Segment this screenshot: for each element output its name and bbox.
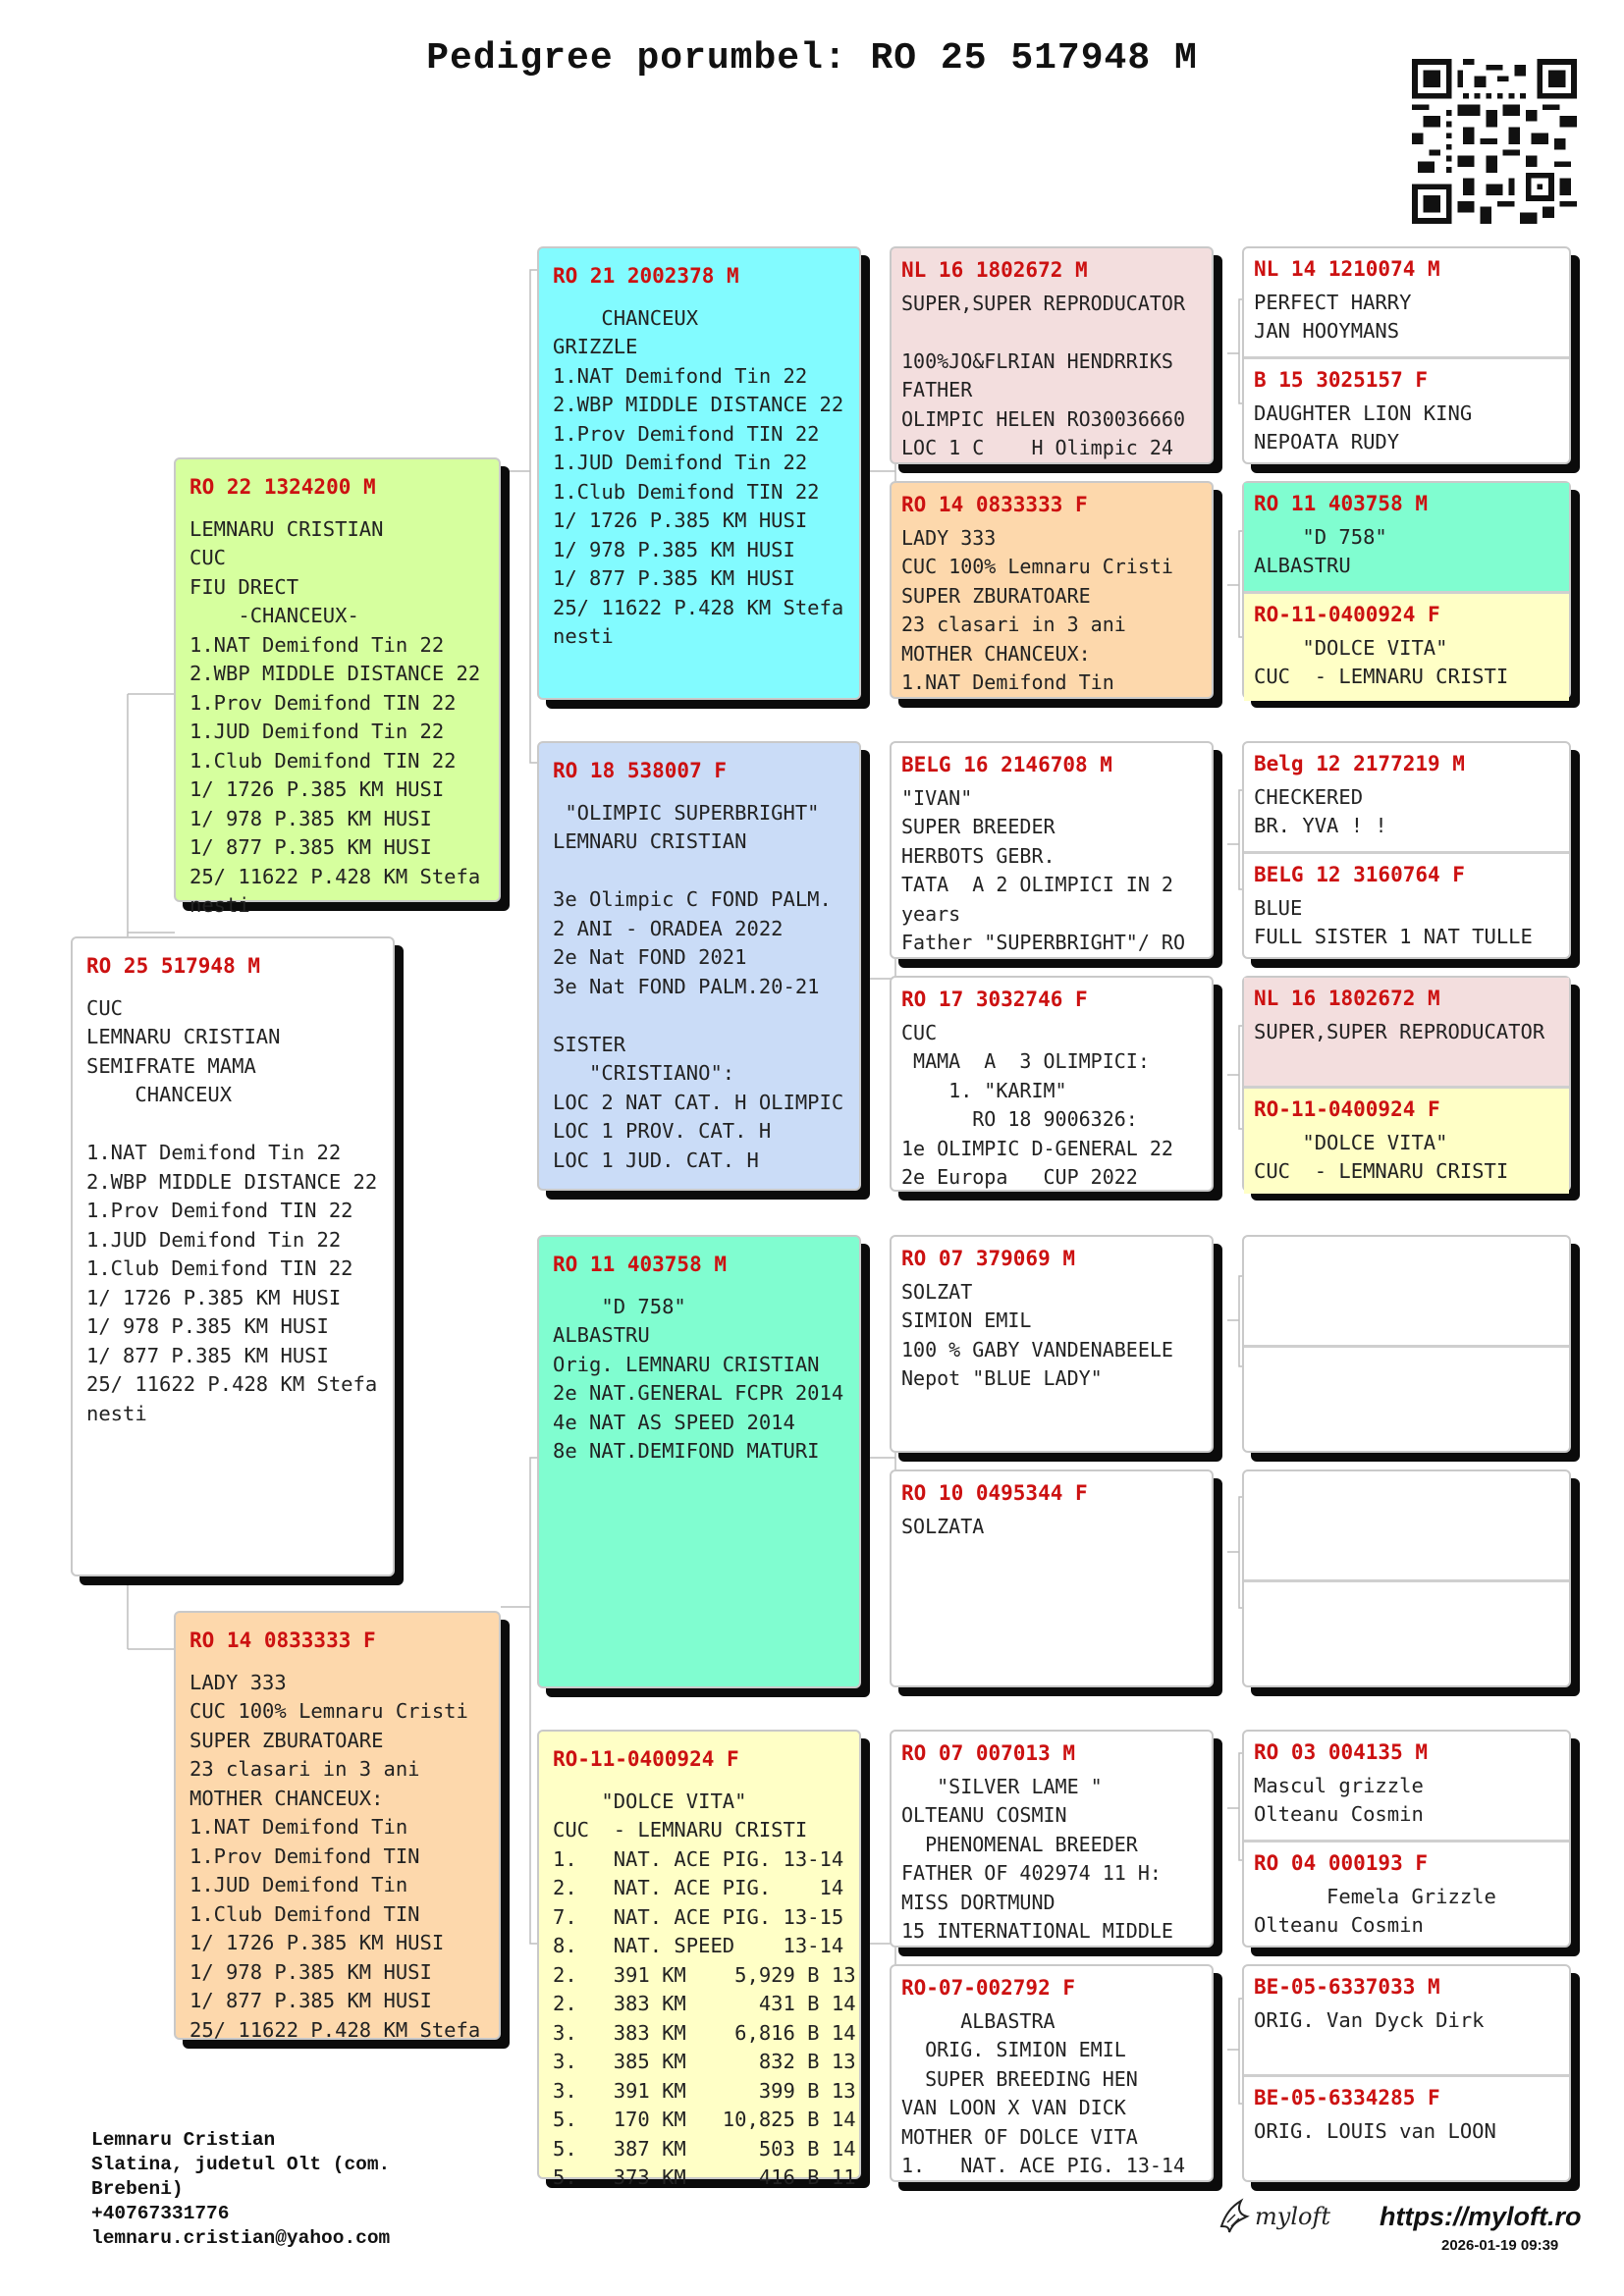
granddam-paternal-card[interactable] bbox=[537, 741, 861, 1191]
pigeon-notes: "DOLCE VITA" CUC - LEMNARU CRISTI bbox=[1254, 635, 1509, 688]
brand-name: myloft bbox=[1255, 2203, 1330, 2230]
gen4-pair-5-empty[interactable] bbox=[1242, 1235, 1571, 1453]
ring-number: B 15 3025157 F bbox=[1254, 368, 1429, 392]
pigeon-notes: "IVAN" SUPER BREEDER HERBOTS GEBR. TATA A 2 OLIMPICI IN 2 years Father "SUPERBRIGHT"/ RO bbox=[901, 785, 1185, 954]
ring-number: BELG 12 3160764 F bbox=[1254, 863, 1465, 886]
ring-number: RO-11-0400924 F bbox=[1254, 603, 1440, 626]
pigeon-notes: "D 758" ALBASTRU bbox=[1254, 524, 1387, 577]
gen4-pair-3[interactable] bbox=[1242, 741, 1571, 959]
ring-number: RO 18 538007 F bbox=[553, 759, 728, 782]
pigeon-notes: "D 758" ALBASTRU Orig. LEMNARU CRISTIAN 2e NAT.GENERAL FCPR 2014 4e NAT AS SPEED 2014 8e NAT.DEMIFOND MATURI bbox=[553, 1294, 844, 1463]
pigeon-notes: DAUGHTER LION KING NEPOATA RUDY bbox=[1254, 400, 1473, 454]
ring-number: BELG 16 2146708 M bbox=[901, 753, 1112, 776]
ring-number: RO-11-0400924 F bbox=[1254, 1097, 1440, 1121]
owner-address-2: Brebeni) bbox=[91, 2178, 184, 2200]
owner-address: Slatina, judetul Olt (com. bbox=[91, 2154, 391, 2175]
pigeon-notes: CUC LEMNARU CRISTIAN SEMIFRATE MAMA CHANCEUX 1.NAT Demifond Tin 22 2.WBP MIDDLE DISTANCE 22 1.Prov Demifond TIN 22 1.JUD Demifond Tin 22 1.Club Demifond TIN 22 1/ 1726 P.385 KM HUSI 1/ 978 P.385 KM HUSI 1/ 877 P.385 KM HUSI 25/ 11622 P.428 KM Stefa nesti bbox=[86, 995, 378, 1425]
gen3-card-1[interactable] bbox=[890, 246, 1214, 464]
gen3-card-5[interactable] bbox=[890, 1235, 1214, 1453]
pigeon-notes: PERFECT HARRY JAN HOOYMANS bbox=[1254, 290, 1412, 343]
ring-number: NL 16 1802672 M bbox=[1254, 987, 1440, 1010]
gen4-pair-1[interactable] bbox=[1242, 246, 1571, 464]
gen4-pair-8[interactable] bbox=[1242, 1964, 1571, 2182]
pigeon-notes: SUPER,SUPER REPRODUCATOR 100%JO&FLRIAN HENDRRIKS FATHER OLIMPIC HELEN RO30036660 LOC 1 C H Olimpic 24 bbox=[901, 291, 1185, 459]
ring-number: BE-05-6337033 M bbox=[1254, 1975, 1440, 1999]
ring-number: NL 16 1802672 M bbox=[901, 258, 1088, 282]
gen3-card-4[interactable] bbox=[890, 976, 1214, 1192]
ring-number: RO 10 0495344 F bbox=[901, 1481, 1088, 1505]
ring-number: RO-07-002792 F bbox=[901, 1976, 1076, 2000]
pigeon-notes: CHECKERED BR. YVA ! ! bbox=[1254, 784, 1387, 837]
pigeon-notes: SOLZAT SIMION EMIL 100 % GABY VANDENABEELE Nepot "BLUE LADY" bbox=[901, 1279, 1173, 1390]
pigeon-notes: SOLZATA bbox=[901, 1514, 985, 1538]
pigeon-notes: LADY 333 CUC 100% Lemnaru Cristi SUPER ZBURATOARE 23 clasari in 3 ani MOTHER CHANCEUX: 1.NAT Demifond Tin bbox=[901, 525, 1173, 694]
ring-number: RO 03 004135 M bbox=[1254, 1740, 1429, 1764]
pigeon-notes: Femela Grizzle Olteanu Cosmin bbox=[1254, 1884, 1496, 1937]
myloft-logo bbox=[1218, 2197, 1330, 2236]
dam-card[interactable] bbox=[174, 1611, 501, 2040]
granddam-maternal-card[interactable] bbox=[537, 1730, 861, 2189]
pigeon-notes: Mascul grizzle Olteanu Cosmin bbox=[1254, 1773, 1424, 1826]
sire-card[interactable] bbox=[174, 457, 501, 917]
pigeon-notes: LADY 333 CUC 100% Lemnaru Cristi SUPER ZBURATOARE 23 clasari in 3 ani MOTHER CHANCEUX: 1.NAT Demifond Tin 1.Prov Demifond TIN 1.JUD Demifond Tin 1.Club Demifond TIN 1/ 1726 P.385 KM HUSI 1/ 978 P.385 KM HUSI 1/ 877 P.385 KM HUSI 25/ 11622 P.428 KM Stefa bbox=[189, 1670, 481, 2042]
owner-email[interactable]: lemnaru.cristian@yahoo.com bbox=[91, 2227, 391, 2249]
pigeon-notes: "OLIMPIC SUPERBRIGHT" LEMNARU CRISTIAN 3e Olimpic C FOND PALM. 2 ANI - ORADEA 2022 2e Nat FOND 2021 3e Nat FOND PALM.20-21 SISTER "CRISTIANO": LOC 2 NAT CAT. H OLIMPIC LOC 1 PROV. CAT. H LOC 1 JUD. CAT. H bbox=[553, 800, 844, 1172]
ring-number: NL 14 1210074 M bbox=[1254, 257, 1440, 281]
ring-number: RO 14 0833333 F bbox=[189, 1629, 376, 1652]
subject-pigeon-card[interactable] bbox=[71, 936, 395, 1576]
gen3-card-6[interactable] bbox=[890, 1469, 1214, 1687]
qr-code-icon bbox=[1412, 59, 1577, 224]
ring-number: RO 22 1324200 M bbox=[189, 475, 376, 499]
pigeon-notes: BLUE FULL SISTER 1 NAT TULLE bbox=[1254, 895, 1533, 948]
ring-number: RO 17 3032746 F bbox=[901, 988, 1088, 1011]
pigeon-notes: CHANCEUX GRIZZLE 1.NAT Demifond Tin 22 2.WBP MIDDLE DISTANCE 22 1.Prov Demifond TIN 22 1.JUD Demifond Tin 22 1.Club Demifond TIN 22 1/ 1726 P.385 KM HUSI 1/ 978 P.385 KM HUSI 1/ 877 P.385 KM HUSI 25/ 11622 P.428 KM Stefa nesti bbox=[553, 305, 844, 648]
generated-timestamp: 2026-01-19 09:39 bbox=[1441, 2237, 1559, 2254]
ring-number: RO 07 007013 M bbox=[901, 1741, 1076, 1765]
gen4-pair-7[interactable] bbox=[1242, 1730, 1571, 1948]
pigeon-notes: ORIG. Van Dyck Dirk bbox=[1254, 2007, 1485, 2032]
gen4-pair-2[interactable] bbox=[1242, 481, 1571, 699]
grandsire-maternal-card[interactable] bbox=[537, 1235, 861, 1688]
grandsire-paternal-card[interactable] bbox=[537, 246, 861, 700]
page-title: Pedigree porumbel: RO 25 517948 M bbox=[426, 37, 1198, 80]
ring-number: RO-11-0400924 F bbox=[553, 1747, 739, 1771]
ring-number: BE-05-6334285 F bbox=[1254, 2086, 1440, 2109]
gen4-pair-4[interactable] bbox=[1242, 976, 1571, 1192]
ring-number: RO 11 403758 M bbox=[553, 1253, 728, 1276]
gen3-card-2[interactable] bbox=[890, 481, 1214, 699]
pigeon-notes: "SILVER LAME " OLTEANU COSMIN PHENOMENAL BREEDER FATHER OF 402974 11 H: MISS DORTMUND 15 INTERNATIONAL MIDDLE bbox=[901, 1774, 1173, 1943]
owner-contact-block bbox=[91, 2128, 390, 2251]
gen4-pair-6-empty[interactable] bbox=[1242, 1469, 1571, 1687]
ring-number: RO 07 379069 M bbox=[901, 1247, 1076, 1270]
ring-number: RO 14 0833333 F bbox=[901, 493, 1088, 516]
pigeon-notes: "DOLCE VITA" CUC - LEMNARU CRISTI 1. NAT. ACE PIG. 13-14 2. NAT. ACE PIG. 14 7. NAT. ACE PIG. 13-15 8. NAT. SPEED 13-14 2. 391 KM 5,929 B 13 2. 383 KM 431 B 14 3. 383 KM 6,816 B 14 3. 385 KM 832 B 13 3. 391 KM 399 B 13 5. 170 KM 10,825 B 14 5. 387 KM 503 B 14 5. 373 KM 416 B 11 bbox=[553, 1789, 856, 2189]
gen3-card-3[interactable] bbox=[890, 741, 1214, 959]
pigeon-notes: ALBASTRA ORIG. SIMION EMIL SUPER BREEDING HEN VAN LOON X VAN DICK MOTHER OF DOLCE VITA 1. NAT. ACE PIG. 13-14 bbox=[901, 2008, 1185, 2177]
myloft-bird-icon bbox=[1218, 2197, 1251, 2236]
pigeon-notes: "DOLCE VITA" CUC - LEMNARU CRISTI bbox=[1254, 1130, 1509, 1183]
ring-number: RO 25 517948 M bbox=[86, 954, 261, 978]
gen3-card-8[interactable] bbox=[890, 1964, 1214, 2182]
gen3-card-7[interactable] bbox=[890, 1730, 1214, 1948]
site-url[interactable]: https://myloft.ro bbox=[1380, 2202, 1582, 2231]
owner-phone[interactable]: +40767331776 bbox=[91, 2203, 230, 2224]
pigeon-notes: SUPER,SUPER REPRODUCATOR bbox=[1254, 1019, 1545, 1043]
owner-name: Lemnaru Cristian bbox=[91, 2129, 276, 2151]
ring-number: RO 04 000193 F bbox=[1254, 1851, 1429, 1875]
pigeon-notes: LEMNARU CRISTIAN CUC FIU DRECT -CHANCEUX- 1.NAT Demifond Tin 22 2.WBP MIDDLE DISTANCE 22 1.Prov Demifond TIN 22 1.JUD Demifond Tin 22 1.Club Demifond TIN 22 1/ 1726 P.385 KM HUSI 1/ 978 P.385 KM HUSI 1/ 877 P.385 KM HUSI 25/ 11622 P.428 KM Stefa nesti bbox=[189, 516, 481, 917]
pigeon-notes: ORIG. LOUIS van LOON bbox=[1254, 2118, 1496, 2143]
pigeon-notes: CUC MAMA A 3 OLIMPICI: 1. "KARIM" RO 18 9006326: 1e OLIMPIC D-GENERAL 22 2e Europa CUP 2022 bbox=[901, 1020, 1173, 1189]
ring-number: RO 11 403758 M bbox=[1254, 492, 1429, 515]
ring-number: RO 21 2002378 M bbox=[553, 264, 739, 288]
ring-number: Belg 12 2177219 M bbox=[1254, 752, 1465, 775]
